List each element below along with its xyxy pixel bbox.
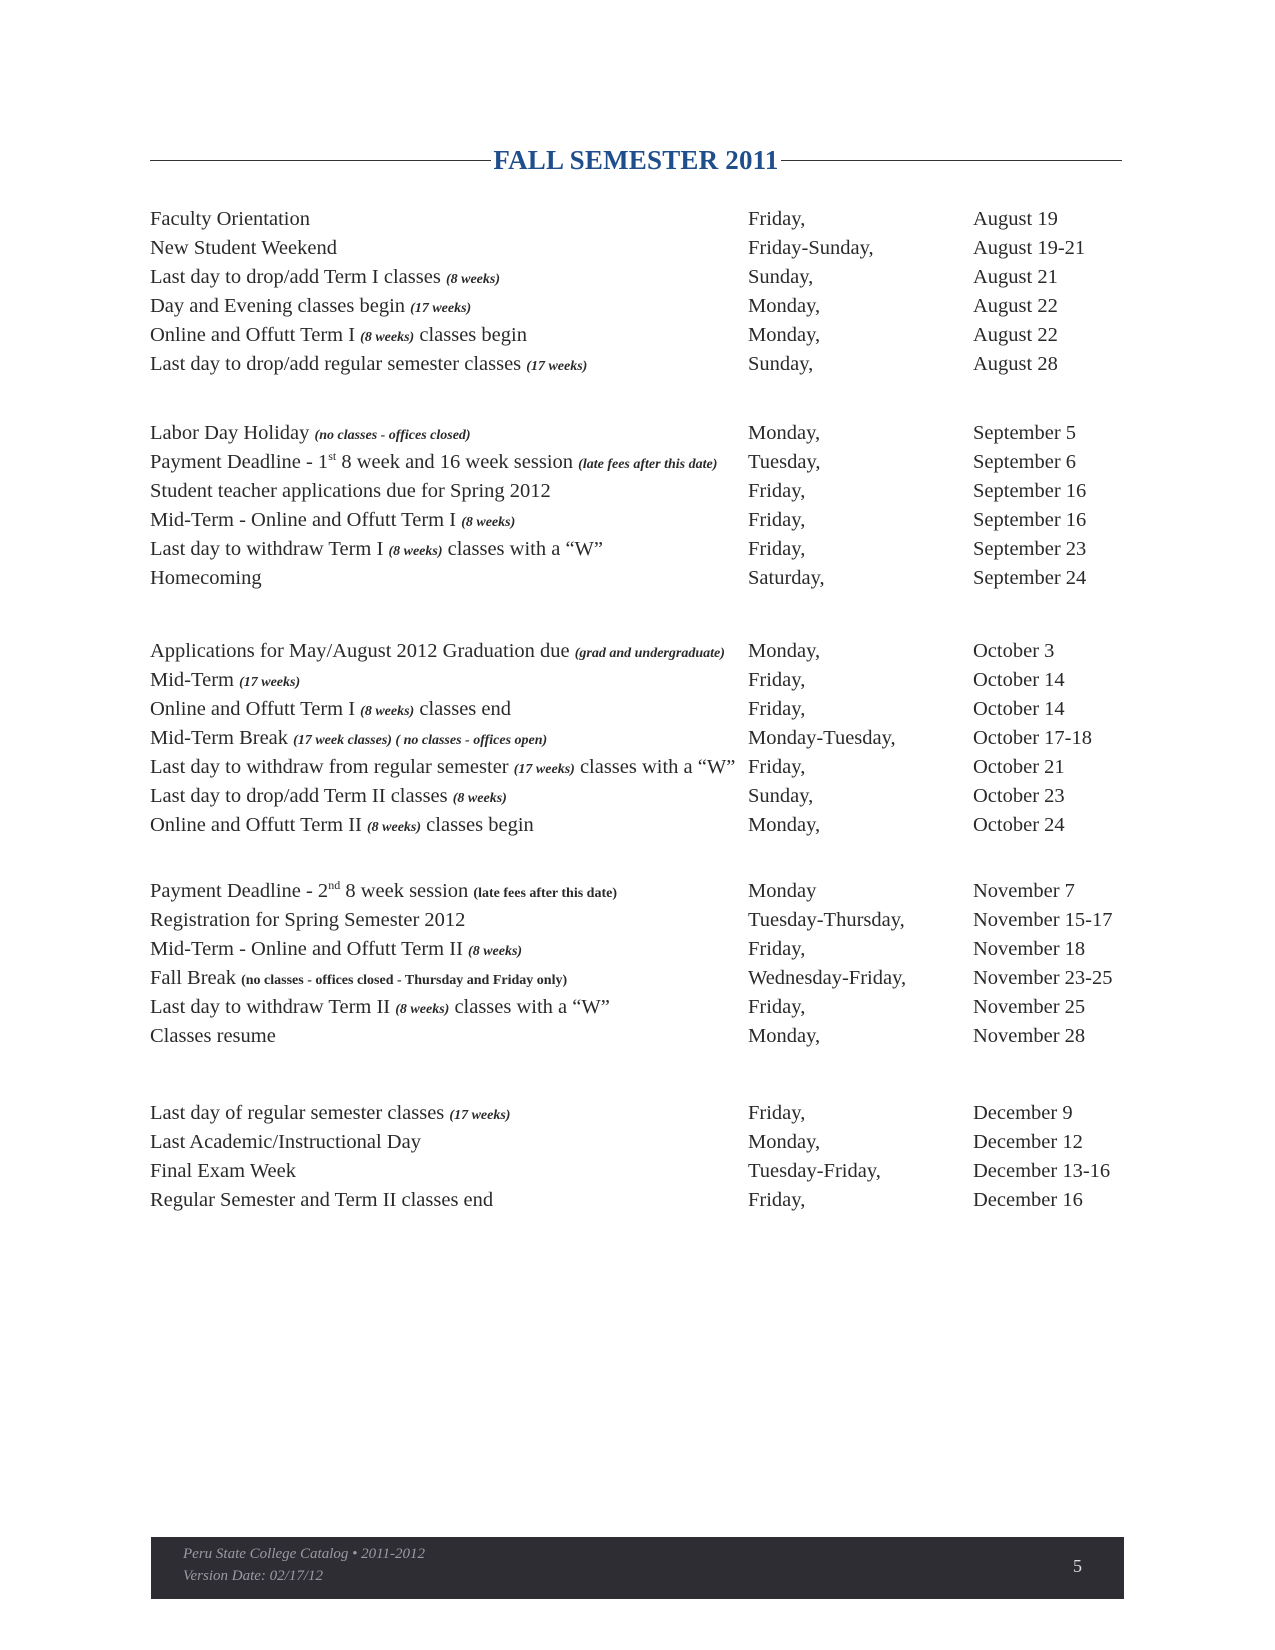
event-note: (8 weeks) xyxy=(461,515,516,530)
event-note: (8 weeks) xyxy=(360,330,415,345)
ordinal-suffix: nd xyxy=(328,878,341,893)
event-cell xyxy=(150,906,465,935)
date-cell: August 28 xyxy=(973,353,1058,375)
event-cell xyxy=(150,506,515,537)
event-cell xyxy=(150,695,511,726)
calendar-row xyxy=(150,448,1122,477)
date-cell: December 9 xyxy=(973,1102,1073,1124)
weekday-cell: Monday, xyxy=(748,814,821,836)
weekday-cell: Monday, xyxy=(748,422,821,444)
date-cell: September 6 xyxy=(973,451,1077,473)
event-cell xyxy=(150,877,617,908)
event-text: Final Exam Week xyxy=(150,1160,296,1182)
event-cell xyxy=(150,666,300,697)
event-note: (8 weeks) xyxy=(452,791,507,806)
calendar-row xyxy=(150,964,1122,993)
date-cell: September 24 xyxy=(973,567,1087,589)
event-cell xyxy=(150,564,262,593)
event-cell xyxy=(150,1186,493,1215)
event-cell xyxy=(150,234,337,263)
event-text: Classes resume xyxy=(150,1025,276,1047)
calendar-row xyxy=(150,666,1122,695)
calendar-row xyxy=(150,1157,1122,1186)
event-note: (grad and undergraduate) xyxy=(574,646,725,661)
event-text: Payment Deadline - 2 xyxy=(150,880,329,902)
date-cell: October 21 xyxy=(973,756,1065,778)
event-cell xyxy=(150,205,310,234)
date-cell: December 13-16 xyxy=(973,1160,1111,1182)
calendar-row xyxy=(150,535,1122,564)
event-note: (8 weeks) xyxy=(367,820,422,835)
date-cell: October 17-18 xyxy=(973,727,1092,749)
event-text-tail: classes end xyxy=(414,698,511,720)
event-note: (late fees after this date) xyxy=(473,886,617,901)
event-cell xyxy=(150,321,527,352)
event-cell xyxy=(150,637,725,668)
page-number: 5 xyxy=(1073,1556,1082,1576)
date-cell: October 23 xyxy=(973,785,1065,807)
event-note: (no classes - offices closed) xyxy=(314,428,471,443)
date-cell: September 16 xyxy=(973,480,1087,502)
calendar-row xyxy=(150,695,1122,724)
event-text: Homecoming xyxy=(150,567,262,589)
weekday-cell: Friday-Sunday, xyxy=(748,237,874,259)
event-note: (8 weeks) xyxy=(360,704,415,719)
event-note: (8 weeks) xyxy=(468,944,523,959)
date-cell: October 24 xyxy=(973,814,1065,836)
calendar-row xyxy=(150,205,1122,234)
event-note: (no classes - offices closed - Thursday and Friday only) xyxy=(241,973,568,988)
event-note: (17 weeks) xyxy=(239,675,301,690)
date-cell: August 19-21 xyxy=(973,237,1086,259)
calendar-row xyxy=(150,935,1122,964)
event-text-cont: 8 week session xyxy=(340,880,474,902)
date-cell: November 18 xyxy=(973,938,1086,960)
weekday-cell: Friday, xyxy=(748,509,806,531)
date-cell: August 22 xyxy=(973,324,1058,346)
event-cell xyxy=(150,935,522,966)
event-note: (8 weeks) xyxy=(388,544,443,559)
calendar-row xyxy=(150,321,1122,350)
weekday-cell: Friday, xyxy=(748,1102,806,1124)
event-text: Last day of regular semester classes xyxy=(150,1102,450,1124)
date-cell: November 7 xyxy=(973,880,1075,902)
event-text-tail: classes begin xyxy=(414,324,527,346)
calendar-row xyxy=(150,1022,1122,1051)
event-cell xyxy=(150,782,507,813)
event-text: Online and Offutt Term II xyxy=(150,814,367,836)
weekday-cell: Friday, xyxy=(748,756,806,778)
page-footer xyxy=(151,1537,1124,1599)
event-cell xyxy=(150,350,587,381)
date-cell: August 19 xyxy=(973,208,1058,230)
calendar-row xyxy=(150,637,1122,666)
calendar-row xyxy=(150,506,1122,535)
event-text: Mid-Term xyxy=(150,669,240,691)
calendar-row xyxy=(150,477,1122,506)
event-text: Labor Day Holiday xyxy=(150,422,315,444)
weekday-cell: Friday, xyxy=(748,480,806,502)
calendar-section-december xyxy=(150,1099,1122,1215)
page-title: FALL SEMESTER 2011 xyxy=(493,144,779,175)
calendar-row xyxy=(150,419,1122,448)
event-cell xyxy=(150,724,547,755)
weekday-cell: Friday, xyxy=(748,698,806,720)
event-note: (8 weeks) xyxy=(395,1002,450,1017)
calendar-row xyxy=(150,1099,1122,1128)
event-text: Registration for Spring Semester 2012 xyxy=(150,909,466,931)
weekday-cell: Wednesday-Friday, xyxy=(748,967,907,989)
date-cell: November 28 xyxy=(973,1025,1086,1047)
calendar-row xyxy=(150,993,1122,1022)
event-note: (17 weeks) xyxy=(526,359,588,374)
date-cell: November 15-17 xyxy=(973,909,1113,931)
weekday-cell: Monday, xyxy=(748,640,821,662)
weekday-cell: Friday, xyxy=(748,996,806,1018)
event-text: Last day to withdraw from regular semester xyxy=(150,756,514,778)
event-cell xyxy=(150,419,471,450)
weekday-cell: Friday, xyxy=(748,938,806,960)
weekday-cell: Monday, xyxy=(748,295,821,317)
event-cell xyxy=(150,1099,510,1130)
event-note: (17 weeks) xyxy=(410,301,472,316)
event-text: Day and Evening classes begin xyxy=(150,295,411,317)
calendar-row xyxy=(150,350,1122,379)
weekday-cell: Monday, xyxy=(748,1131,821,1153)
weekday-cell: Sunday, xyxy=(748,353,814,375)
date-cell: November 23-25 xyxy=(973,967,1113,989)
heading-rule-left xyxy=(150,160,491,161)
event-cell xyxy=(150,811,534,842)
date-cell: October 14 xyxy=(973,669,1065,691)
calendar-row xyxy=(150,1186,1122,1215)
heading-row xyxy=(150,142,1122,178)
weekday-cell: Saturday, xyxy=(748,567,825,589)
weekday-cell: Monday xyxy=(748,880,817,902)
event-text: New Student Weekend xyxy=(150,237,337,259)
weekday-cell: Tuesday, xyxy=(748,451,821,473)
calendar-row xyxy=(150,263,1122,292)
event-text: Last day to withdraw Term I xyxy=(150,538,389,560)
event-text-cont: 8 week and 16 week session xyxy=(336,451,579,473)
date-cell: September 23 xyxy=(973,538,1087,560)
event-cell xyxy=(150,292,471,323)
date-cell: September 5 xyxy=(973,422,1077,444)
event-text: Faculty Orientation xyxy=(150,208,310,230)
calendar-section-november xyxy=(150,877,1122,1051)
date-cell: October 14 xyxy=(973,698,1065,720)
weekday-cell: Friday, xyxy=(748,1189,806,1211)
date-cell: December 16 xyxy=(973,1189,1083,1211)
event-text: Payment Deadline - 1 xyxy=(150,451,329,473)
date-cell: August 21 xyxy=(973,266,1058,288)
calendar-row xyxy=(150,906,1122,935)
event-text-tail: classes with a “W” xyxy=(442,538,604,560)
event-text: Mid-Term - Online and Offutt Term I xyxy=(150,509,462,531)
weekday-cell: Tuesday-Thursday, xyxy=(748,909,905,931)
calendar-row xyxy=(150,724,1122,753)
event-text: Last day to drop/add Term II classes xyxy=(150,785,453,807)
calendar-section-august xyxy=(150,205,1122,379)
date-cell: September 16 xyxy=(973,509,1087,531)
ordinal-suffix: st xyxy=(328,449,337,464)
date-cell: October 3 xyxy=(973,640,1055,662)
calendar-section-october xyxy=(150,637,1122,840)
event-cell xyxy=(150,753,735,784)
event-text-tail: classes with a “W” xyxy=(449,996,610,1018)
event-text: Applications for May/August 2012 Graduation due xyxy=(150,640,575,662)
heading-rule-right xyxy=(781,160,1122,161)
event-cell xyxy=(150,1022,276,1051)
event-note: (17 weeks) xyxy=(513,762,575,777)
event-text: Online and Offutt Term I xyxy=(150,324,361,346)
event-text: Last Academic/Instructional Day xyxy=(150,1131,421,1153)
event-text: Mid-Term Break xyxy=(150,727,294,749)
event-text: Last day to drop/add Term I classes xyxy=(150,266,446,288)
event-cell xyxy=(150,1157,296,1186)
event-text: Last day to withdraw Term II xyxy=(150,996,396,1018)
event-text: Last day to drop/add regular semester classes xyxy=(150,353,527,375)
calendar-row xyxy=(150,564,1122,593)
calendar-section-september xyxy=(150,419,1122,593)
calendar-row xyxy=(150,1128,1122,1157)
calendar-row xyxy=(150,877,1122,906)
weekday-cell: Friday, xyxy=(748,538,806,560)
date-cell: November 25 xyxy=(973,996,1086,1018)
event-text-tail: classes begin xyxy=(421,814,534,836)
footer-version-date: Version Date: 02/17/12 xyxy=(183,1568,323,1584)
event-text: Mid-Term - Online and Offutt Term II xyxy=(150,938,469,960)
footer-catalog-title: Peru State College Catalog • 2011-2012 xyxy=(183,1546,426,1562)
event-note: (17 week classes) ( no classes - offices open) xyxy=(293,733,548,748)
event-note: (17 weeks) xyxy=(449,1108,511,1123)
calendar-row xyxy=(150,811,1122,840)
weekday-cell: Sunday, xyxy=(748,266,814,288)
calendar-row xyxy=(150,753,1122,782)
event-note: (late fees after this date) xyxy=(578,457,718,472)
weekday-cell: Monday, xyxy=(748,1025,821,1047)
event-cell xyxy=(150,535,603,566)
event-text: Regular Semester and Term II classes end xyxy=(150,1189,494,1211)
event-note: (8 weeks) xyxy=(445,272,500,287)
weekday-cell: Friday, xyxy=(748,669,806,691)
event-cell xyxy=(150,477,551,506)
event-cell xyxy=(150,993,610,1024)
weekday-cell: Tuesday-Friday, xyxy=(748,1160,881,1182)
weekday-cell: Sunday, xyxy=(748,785,814,807)
weekday-cell: Friday, xyxy=(748,208,806,230)
weekday-cell: Monday-Tuesday, xyxy=(748,727,896,749)
event-cell xyxy=(150,1128,421,1157)
calendar-row xyxy=(150,292,1122,321)
date-cell: December 12 xyxy=(973,1131,1083,1153)
event-cell xyxy=(150,964,567,995)
event-text: Fall Break xyxy=(150,967,242,989)
calendar-row xyxy=(150,782,1122,811)
event-text-tail: classes with a “W” xyxy=(574,756,736,778)
event-text: Online and Offutt Term I xyxy=(150,698,361,720)
event-cell xyxy=(150,448,717,479)
event-text: Student teacher applications due for Spring 2012 xyxy=(150,480,551,502)
event-cell xyxy=(150,263,500,294)
weekday-cell: Monday, xyxy=(748,324,821,346)
date-cell: August 22 xyxy=(973,295,1058,317)
calendar-row xyxy=(150,234,1122,263)
